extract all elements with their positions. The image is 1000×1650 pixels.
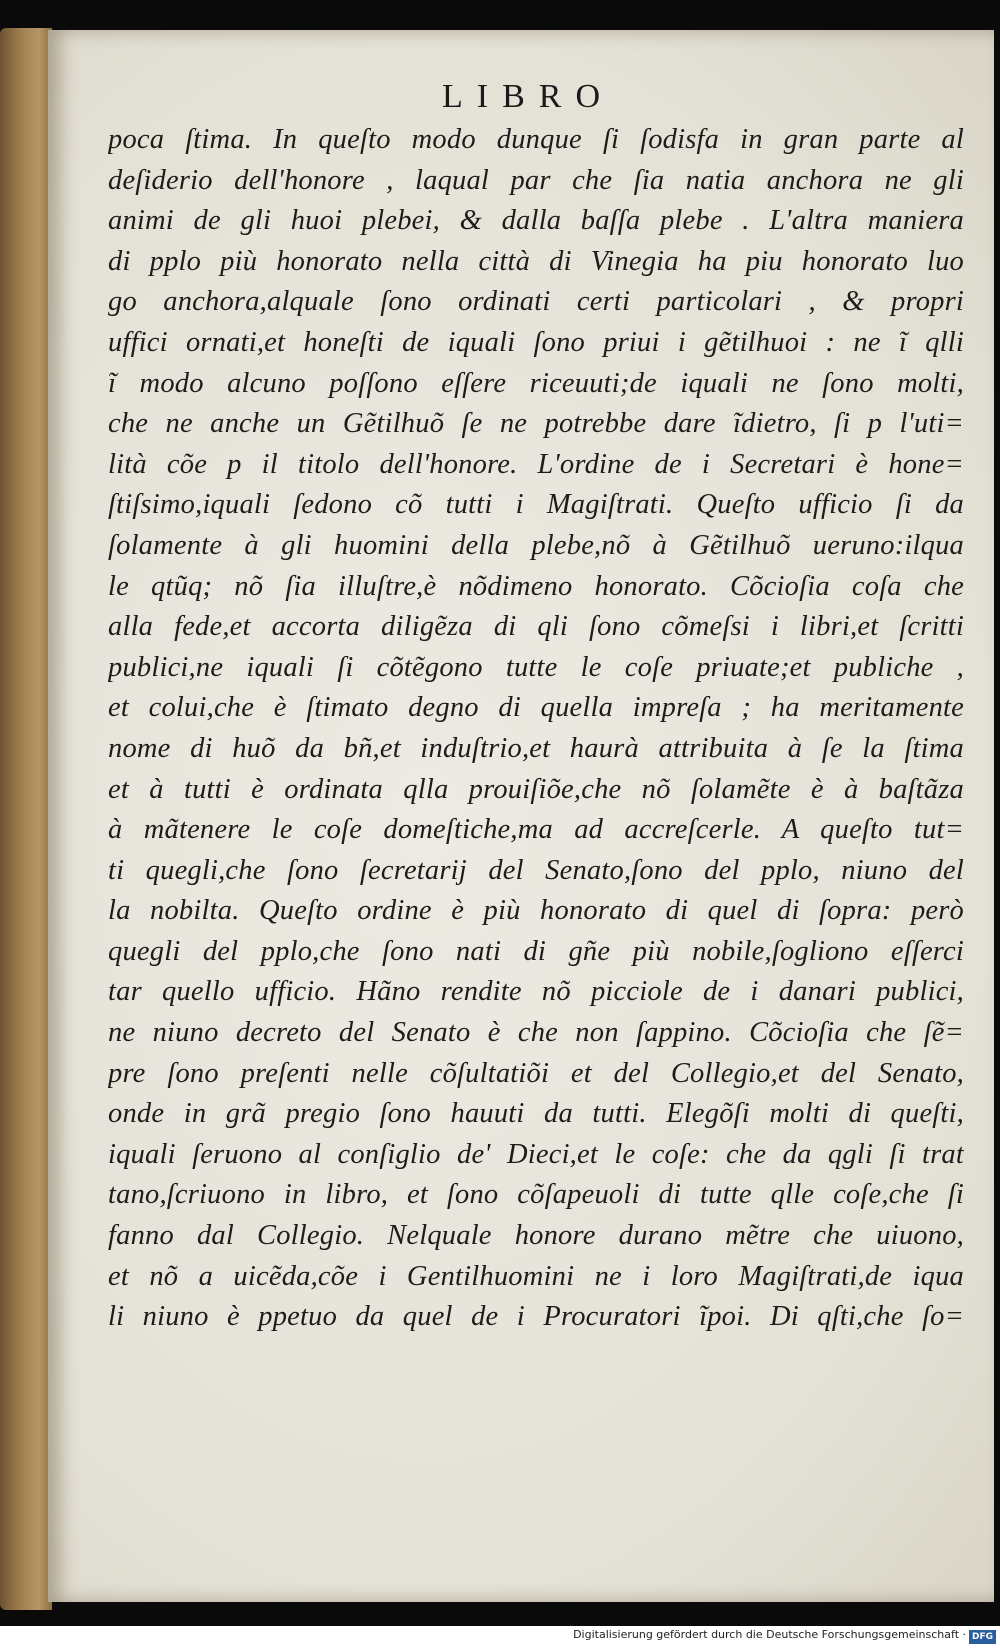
text-line: et à tutti è ordinata qlla prouiſiõe,che nõ ſolamẽte è à baſtãza xyxy=(108,773,964,805)
text-line: alla fede,et accorta diligẽza di qli ſono cõmeſsi i libri,et ſcritti xyxy=(108,611,964,643)
text-line: tar quello ufficio. Hãno rendite nõ picciole de i danari publici, xyxy=(108,976,964,1008)
text-line: uffici ornati,et honeſti de iquali ſono priui i gẽtilhuoi : ne ĩ qlli xyxy=(108,326,964,358)
book-fore-edge xyxy=(0,28,52,1610)
text-line: à mãtenere le coſe domeſtiche,ma ad accreſcerle. A queſto tut= xyxy=(108,814,964,846)
dfg-logo: DFG xyxy=(969,1630,996,1644)
text-line: ſolamente à gli huomini della plebe,nõ à Gẽtilhuõ ueruno:ilqua xyxy=(108,529,964,561)
footer-bar xyxy=(0,1626,1000,1650)
text-line: iquali ſeruono al conſiglio de' Dieci,et le coſe: che da qgli ſi trat xyxy=(108,1138,964,1170)
text-line: tano,ſcriuono in libro, et ſono cõſapeuoli di tutte qlle coſe,che ſi xyxy=(108,1179,964,1211)
text-line: go anchora,alquale ſono ordinati certi particolari , & propri xyxy=(108,286,964,318)
text-line: ſtiſsimo,iquali ſedono cõ tutti i Magiſtrati. Queſto ufficio ſi da xyxy=(108,489,964,521)
text-line: di pplo più honorato nella città di Vinegia ha piu honorato luo xyxy=(108,245,964,277)
text-line: onde in grã pregio ſono hauuti da tutti. Elegõſi molti di queſti, xyxy=(108,1098,964,1130)
running-head: LIBRO xyxy=(442,78,614,115)
text-line: lità cõe p il titolo dell'honore. L'ordine de i Secretari è hone= xyxy=(108,448,964,480)
text-line: pre ſono preſenti nelle cõſultatiõi et del Collegio,et del Senato, xyxy=(108,1057,964,1089)
text-line: quegli del pplo,che ſono nati di gñe più nobile,ſogliono eſſerci xyxy=(108,935,964,967)
text-line: nome di huõ da bñ,et induſtrio,et haurà attribuita à ſe la ſtima xyxy=(108,732,964,764)
text-line: ne niuno decreto del Senato è che non ſappino. Cõcioſia che ſẽ= xyxy=(108,1017,964,1049)
text-line: poca ſtima. In queſto modo dunque ſi ſodisfa in gran parte al xyxy=(108,124,964,155)
text-line: et colui,che è ſtimato degno di quella impreſa ; ha meritamente xyxy=(108,692,964,724)
text-line: et nõ a uicẽda,cõe i Gentilhuomini ne i loro Magiſtrati,de iqua xyxy=(108,1260,964,1292)
digitization-credit: Digitalisierung gefördert durch die Deutsche Forschungsgemeinschaft · xyxy=(573,1628,966,1641)
text-line: ti quegli,che ſono ſecretarij del Senato,ſono del pplo, niuno del xyxy=(108,854,964,886)
text-line: le qtũq; nõ ſia illuſtre,è nõdimeno honorato. Cõcioſia coſa che xyxy=(108,570,964,602)
text-line: fanno dal Collegio. Nelquale honore durano mẽtre che uiuono, xyxy=(108,1220,964,1252)
text-line: animi de gli huoi plebei, & dalla baſſa plebe . L'altra maniera xyxy=(108,205,964,237)
text-line: che ne anche un Gẽtilhuõ ſe ne potrebbe dare ĩdietro, ſi p l'uti= xyxy=(108,408,964,440)
text-line: la nobilta. Queſto ordine è più honorato di quel di ſopra: però xyxy=(108,895,964,927)
text-block xyxy=(108,120,964,1338)
text-line: li niuno è ppetuo da quel de i Procuratori ĩpoi. Di qſti,che ſo= xyxy=(108,1301,964,1333)
text-line: ĩ modo alcuno poſſono eſſere riceuuti;de iquali ne ſono molti, xyxy=(108,367,964,399)
text-line: deſiderio dell'honore , laqual par che ſia natia anchora ne gli xyxy=(108,164,964,196)
text-line: publici,ne iquali ſi cõtẽgono tutte le coſe priuate;et publiche , xyxy=(108,651,964,683)
